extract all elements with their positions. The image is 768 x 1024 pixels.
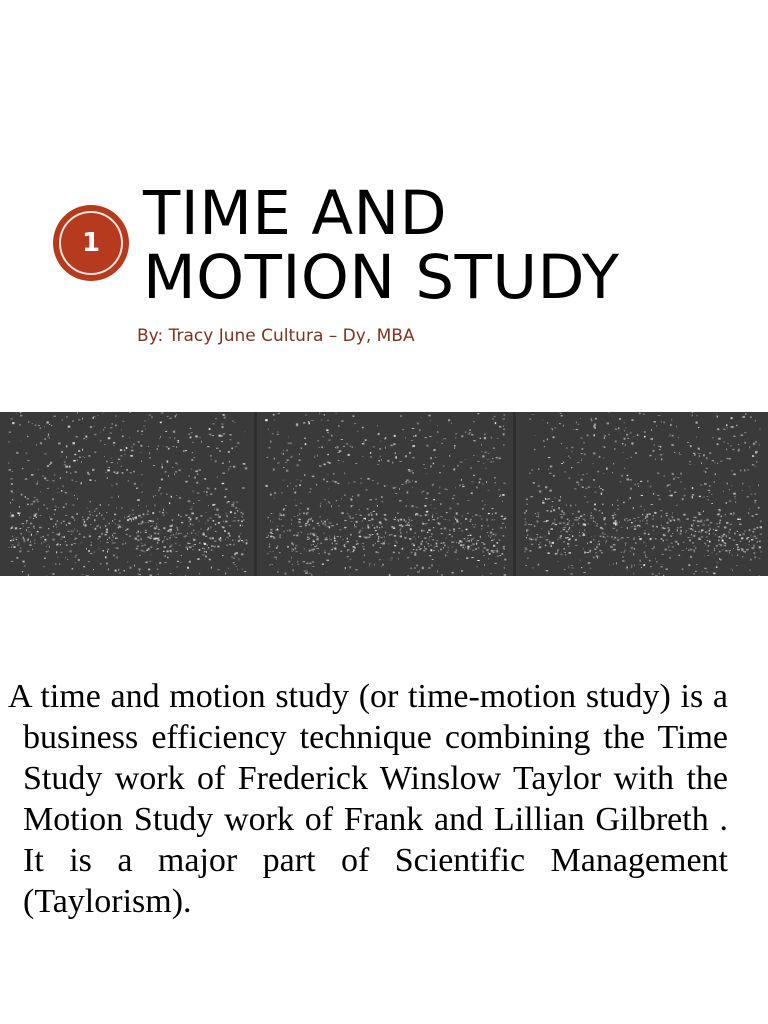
body-paragraph: A time and motion study (or time-motion study) is a business efficiency technique combining the Time Study work of Frederick Winslow Taylor with the Motion Study work of Frank and Lillian Gilbreth . It is a major part of Scientific Management (Taylorism). (8, 678, 728, 920)
title-line-1: TIME AND (143, 178, 448, 249)
grunge-texture-band (0, 412, 768, 576)
title-line-2: MOTION STUDY (143, 242, 620, 313)
slide-number: 1 (81, 228, 101, 258)
author-subtitle: By: Tracy June Cultura – Dy, MBA (137, 326, 415, 346)
page-title (143, 178, 620, 313)
slide-number-badge (53, 205, 129, 281)
grunge-texture-image (0, 412, 768, 576)
